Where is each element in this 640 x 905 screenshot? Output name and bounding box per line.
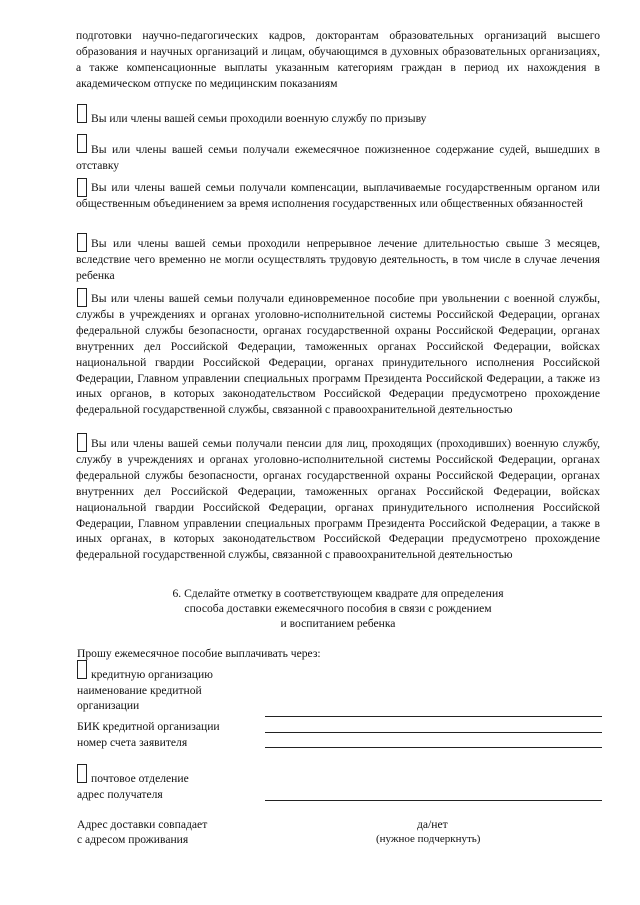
account-number-field[interactable]: [265, 747, 602, 748]
bank-name-field[interactable]: [265, 716, 602, 717]
question-judges-allowance: Вы или члены вашей семьи получали ежемесячное пожизненное содержание судей, вышедших в отставку: [76, 143, 600, 172]
post-office-option-label: почтовое отделение: [91, 772, 189, 785]
bik-label: БИК кредитной организации: [77, 720, 220, 733]
bank-option-label: кредитную организацию: [91, 668, 213, 681]
section6-heading-line-1: 6. Сделайте отметку в соответствующем квадрате для определения: [172, 587, 504, 600]
yes-no-choice[interactable]: да/нет: [417, 818, 448, 831]
question-military-conscription: Вы или члены вашей семьи проходили военную службу по призыву: [91, 112, 427, 125]
recipient-address-label: адрес получателя: [77, 788, 163, 801]
bank-name-label-line-1: наименование кредитной: [77, 684, 202, 697]
question-long-treatment: Вы или члены вашей семьи проходили непрерывное лечение длительностью свыше 3 месяцев, вследствие чего временно не могли осуществлять трудовую деятельность, в том числе в случае лечения ребенка: [76, 237, 600, 282]
question-public-duty-compensation: Вы или члены вашей семьи получали компенсации, выплачиваемые государственным органом или общественным объединением за время исполнения государственных или общественных обязанностей: [76, 181, 600, 210]
question-service-pension: Вы или члены вашей семьи получали пенсии для лиц, проходящих (проходивших) военную службу, службу в учреждениях и органах уголовно-исполнительной системы Российской Федерации, органах федеральной службы безопасности, органах государственной охраны Российской Федерации, органах внутренних дел Российской Федерации, таможенных органах Российской Федерации, войсках национальной гвардии Российской Федерации, органах принудительного исполнения Российской Федерации, Главном управлении специальных программ Президента Российской Федерации, а также в иных органах, в которых законодательством Российской Федерации предусмотрено прохождение федеральной государственной службы, связанной с правоохранительной деятельностью: [76, 437, 600, 562]
section6-heading-line-2: способа доставки ежемесячного пособия в связи с рождением: [184, 602, 492, 615]
checkbox-bank[interactable]: [77, 660, 87, 679]
bank-name-label-line-2: организации: [77, 699, 140, 712]
request-text: Прошу ежемесячное пособие выплачивать через:: [77, 647, 321, 660]
section6-heading-line-3: и воспитанием ребенка: [280, 617, 396, 630]
address-match-line-1: Адрес доставки совпадает: [77, 818, 208, 831]
question-lump-sum-dismissal: Вы или члены вашей семьи получали единовременное пособие при увольнении с военной службы, службы в учреждениях и органах уголовно-исполнительной системы Российской Федерации, органах федеральной службы безопасности, органах государственной охраны Российской Федерации, органах внутренних дел Российской Федерации, таможенных органах Российской Федерации, войсках национальной гвардии Российской Федерации, органах принудительного исполнения Российской Федерации, Главном управлении специальных программ Президента Российской Федерации, а также из иных органов, в которых законодательством Российской Федерации предусмотрено прохождение федеральной государственной службы, связанной с правоохранительной деятельностью: [76, 292, 600, 417]
bik-field[interactable]: [265, 732, 602, 733]
intro-paragraph: подготовки научно-педагогических кадров, докторантам образовательных организаций высшего образования и научных организаций и лицам, обучающимся в духовных образовательных организациях, а также компенсационные выплаты указанным категориям граждан в период их нахождения в академическом отпуске по медицинским показаниям: [76, 29, 600, 90]
checkbox-post-office[interactable]: [77, 764, 87, 783]
recipient-address-field[interactable]: [265, 800, 602, 801]
address-match-line-2: с адресом проживания: [77, 833, 189, 846]
underline-hint: (нужное подчеркнуть): [376, 833, 481, 845]
account-label: номер счета заявителя: [77, 736, 188, 749]
